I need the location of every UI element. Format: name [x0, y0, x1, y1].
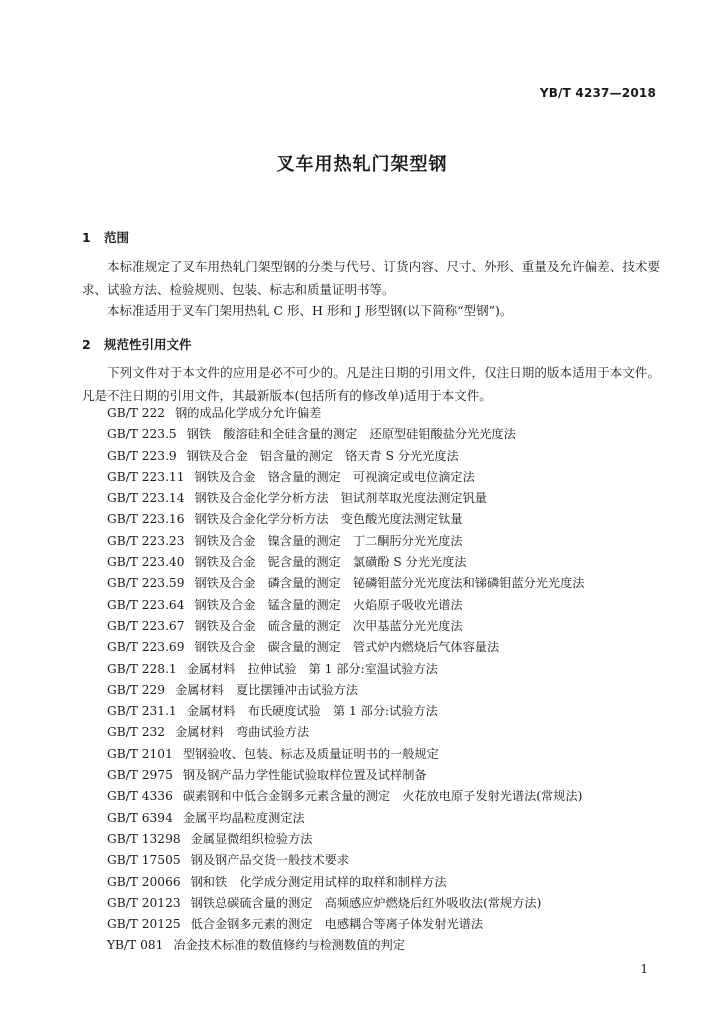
standard-code: YB/T 4237—2018	[539, 86, 656, 100]
reference-code: GB/T 223.64	[107, 597, 185, 612]
reference-code: GB/T 231.1	[107, 704, 177, 719]
reference-code: GB/T 223.5	[107, 427, 177, 442]
reference-title: 金属材料 布氏硬度试验 第 1 部分:试验方法	[186, 704, 438, 719]
page-number: 1	[640, 962, 648, 976]
reference-code: GB/T 223.16	[107, 512, 185, 527]
reference-code: GB/T 223.69	[107, 640, 185, 655]
reference-item	[107, 722, 667, 743]
reference-title: 钢铁及合金 镍含量的测定 丁二酮肟分光光度法	[194, 533, 463, 548]
reference-title: 碳素钢和中低合金钢多元素含量的测定 火花放电原子发射光谱法(常规法)	[182, 789, 583, 804]
reference-title: 金属平均晶粒度测定法	[182, 810, 305, 825]
reference-code: GB/T 17505	[107, 853, 181, 868]
reference-code: GB/T 223.67	[107, 618, 185, 633]
reference-title: 钢铁及合金 磷含量的测定 铋磷钼蓝分光光度法和锑磷钼蓝分光光度法	[194, 576, 585, 591]
section-number: 2	[82, 337, 91, 352]
reference-item	[107, 808, 667, 829]
reference-code: GB/T 223.14	[107, 491, 185, 506]
reference-title: 钢和铁 化学成分测定用试样的取样和制样方法	[190, 874, 447, 889]
reference-code: GB/T 223.59	[107, 576, 185, 591]
normative-references-list	[107, 403, 667, 957]
reference-title: 钢铁及合金 硫含量的测定 次甲基蓝分光光度法	[194, 618, 463, 633]
reference-item	[107, 552, 667, 573]
reference-title: 金属材料 拉伸试验 第 1 部分:室温试验方法	[186, 661, 438, 676]
reference-title: 冶金技术标准的数值修约与检测数值的判定	[173, 938, 405, 953]
section-1-heading	[82, 228, 129, 246]
scope-paragraph-1: 本标准规定了叉车用热轧门架型钢的分类与代号、订货内容、尺寸、外形、重量及允许偏差、技术要求、试验方法、检验规则、包装、标志和质量证明书等。	[82, 259, 660, 297]
reference-title: 钢铁及合金 铬含量的测定 可视滴定或电位滴定法	[194, 469, 475, 484]
reference-code: GB/T 228.1	[107, 661, 177, 676]
reference-title: 金属材料 夏比摆锤冲击试验方法	[175, 682, 358, 697]
reference-code: GB/T 2975	[107, 768, 173, 783]
reference-code: GB/T 20125	[107, 917, 181, 932]
reference-code: GB/T 20123	[107, 895, 181, 910]
reference-item	[107, 872, 667, 893]
reference-item	[107, 701, 667, 722]
section-2-heading	[82, 335, 192, 353]
reference-code: GB/T 223.11	[107, 469, 185, 484]
reference-title: 钢及钢产品力学性能试验取样位置及试样制备	[182, 768, 427, 783]
reference-code: GB/T 232	[107, 725, 166, 740]
reference-item	[107, 744, 667, 765]
reference-item	[107, 829, 667, 850]
reference-title: 钢铁及合金化学分析方法 钽试剂萃取光度法测定钒量	[194, 491, 487, 506]
reference-item	[107, 403, 667, 424]
reference-item	[107, 531, 667, 552]
document-title: 叉车用热轧门架型钢	[276, 154, 448, 175]
reference-title: 低合金钢多元素的测定 电感耦合等离子体发射光谱法	[190, 917, 484, 932]
reference-title: 钢铁总碳硫含量的测定 高频感应炉燃烧后红外吸收法(常规方法)	[190, 895, 542, 910]
reference-item	[107, 680, 667, 701]
reference-item	[107, 488, 667, 509]
reference-code: GB/T 223.23	[107, 533, 185, 548]
reference-code: GB/T 223.9	[107, 448, 177, 463]
reference-item	[107, 467, 667, 488]
reference-item	[107, 786, 667, 807]
reference-title: 钢铁及合金 铌含量的测定 氯磺酚 S 分光光度法	[194, 555, 467, 570]
reference-title: 金属材料 弯曲试验方法	[175, 725, 310, 740]
reference-title: 型钢验收、包装、标志及质量证明书的一般规定	[182, 746, 439, 761]
reference-title: 钢的成品化学成分允许偏差	[175, 406, 322, 420]
reference-title: 钢铁及合金 碳含量的测定 管式炉内燃烧后气体容量法	[194, 640, 500, 655]
reference-item	[107, 637, 667, 658]
section-title: 规范性引用文件	[104, 337, 192, 352]
reference-code: GB/T 229	[107, 682, 166, 697]
reference-title: 钢铁 酸溶硅和全硅含量的测定 还原型硅钼酸盐分光光度法	[186, 427, 516, 442]
reference-item	[107, 424, 667, 445]
reference-code: GB/T 6394	[107, 810, 173, 825]
reference-title: 金属显微组织检验方法	[190, 831, 313, 846]
reference-item	[107, 509, 667, 530]
reference-item	[107, 914, 667, 935]
reference-item	[107, 850, 667, 871]
reference-code: GB/T 13298	[107, 831, 181, 846]
reference-code: GB/T 223.40	[107, 555, 185, 570]
section-title: 范围	[104, 230, 130, 245]
reference-item	[107, 893, 667, 914]
reference-title: 钢铁及合金 铝含量的测定 铬天青 S 分光光度法	[186, 448, 459, 463]
reference-item	[107, 595, 667, 616]
reference-code: YB/T 081	[107, 938, 164, 953]
reference-title: 钢及钢产品交货一般技术要求	[190, 853, 350, 868]
reference-code: GB/T 4336	[107, 789, 173, 804]
reference-code: GB/T 222	[107, 406, 166, 420]
reference-item	[107, 935, 667, 956]
section-number: 1	[82, 230, 91, 245]
scope-paragraph-2: 本标准适用于叉车门架用热轧 C 形、H 形和 J 形型钢(以下简称“型钢”)。	[107, 303, 513, 318]
reference-item	[107, 446, 667, 467]
reference-code: GB/T 20066	[107, 874, 181, 889]
reference-item	[107, 616, 667, 637]
reference-item	[107, 765, 667, 786]
reference-title: 钢铁及合金化学分析方法 变色酸光度法测定钛量	[194, 512, 463, 527]
reference-item	[107, 659, 667, 680]
reference-title: 钢铁及合金 锰含量的测定 火焰原子吸收光谱法	[194, 597, 463, 612]
references-intro-paragraph: 下列文件对于本文件的应用是必不可少的。凡是注日期的引用文件，仅注日期的版本适用于本文件。凡是不注日期的引用文件，其最新版本(包括所有的修改单)适用于本文件。	[82, 365, 660, 403]
reference-item	[107, 573, 667, 594]
reference-code: GB/T 2101	[107, 746, 173, 761]
